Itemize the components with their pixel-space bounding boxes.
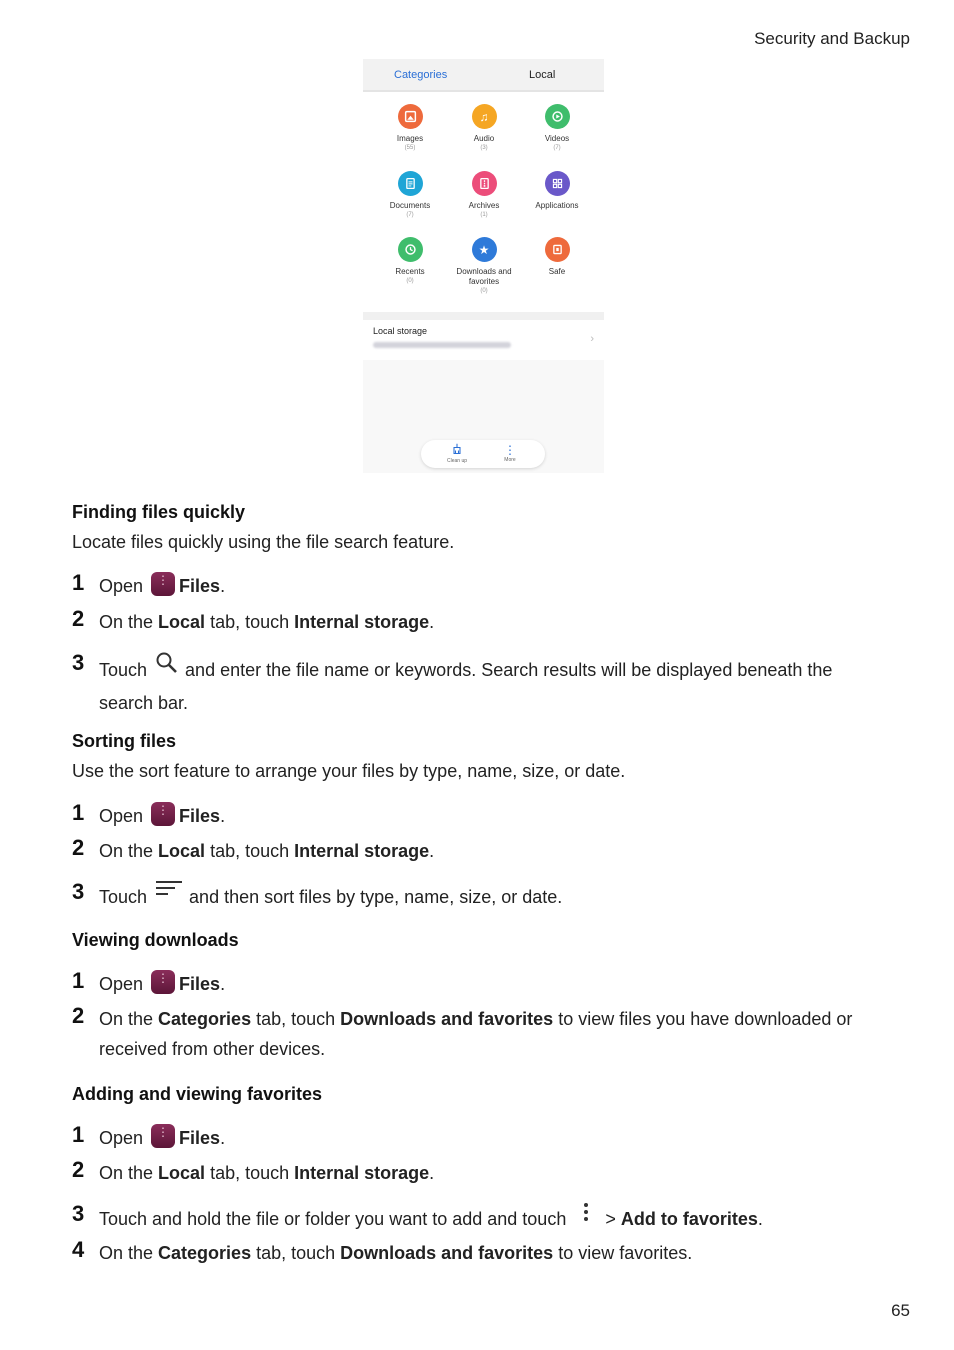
step-text: Open — [99, 806, 144, 826]
bottom-action-bar — [421, 440, 545, 468]
category-count: (7) — [406, 212, 414, 218]
step-number: 4 — [72, 1237, 85, 1262]
step-number: 2 — [72, 1157, 85, 1182]
step-favorites-1 — [72, 1123, 887, 1153]
step-number: 3 — [72, 650, 85, 675]
section-title-favorites: Adding and viewing favorites — [72, 1084, 323, 1104]
archive-icon — [472, 171, 497, 196]
step-number: 2 — [72, 835, 85, 860]
step-number: 1 — [72, 968, 85, 993]
category-count: (0) — [480, 288, 488, 294]
image-icon — [398, 104, 423, 129]
step-number: 2 — [72, 1003, 85, 1028]
step-text: . — [429, 1163, 435, 1183]
step-text: On the — [99, 1243, 159, 1263]
safe-icon — [545, 237, 570, 262]
empty-area — [363, 360, 604, 473]
category-recents[interactable] — [373, 237, 447, 286]
more-vertical-icon: ⋮ — [504, 443, 516, 457]
step-text: > — [600, 1209, 621, 1229]
category-audio[interactable] — [447, 104, 521, 153]
step-text: On the — [99, 1163, 159, 1183]
tab-local[interactable]: Local — [529, 69, 556, 81]
step-finding-2 — [72, 607, 887, 637]
step-sorting-1 — [72, 801, 887, 831]
local-storage-row[interactable] — [363, 320, 604, 360]
category-count: (7) — [553, 145, 561, 151]
step-text: . — [220, 1128, 226, 1148]
sort-icon — [155, 880, 183, 915]
step-text: to view files you have downloaded or received from other devices. — [99, 1009, 853, 1059]
section-divider — [363, 312, 604, 320]
category-safe[interactable] — [520, 237, 594, 277]
video-icon — [545, 104, 570, 129]
star-icon: ★ — [472, 237, 497, 262]
apps-icon — [545, 171, 570, 196]
step-text: tab, touch — [205, 612, 295, 632]
section-title-sorting: Sorting files — [72, 731, 177, 751]
category-count: (3) — [480, 145, 488, 151]
step-text: . — [757, 1209, 763, 1229]
document-icon — [398, 171, 423, 196]
files-app-icon — [151, 572, 175, 596]
step-bold: Internal storage — [294, 841, 430, 861]
category-count: (55) — [404, 145, 416, 151]
step-bold: Categories — [158, 1009, 252, 1029]
section-intro-sorting: Use the sort feature to arrange your files by type, name, size, or date. — [72, 761, 626, 781]
step-bold: Internal storage — [294, 612, 430, 632]
category-count: (0) — [406, 278, 414, 284]
step-number: 2 — [72, 606, 85, 631]
page-number: 65 — [891, 1301, 910, 1320]
step-downloads-2 — [72, 1004, 887, 1064]
section-intro-finding: Locate files quickly using the file search feature. — [72, 532, 455, 552]
files-app-icon — [151, 970, 175, 994]
category-archives[interactable] — [447, 171, 521, 220]
step-number: 1 — [72, 570, 85, 595]
files-app-icon — [151, 1124, 175, 1148]
clock-icon — [398, 237, 423, 262]
step-bold: Local — [158, 841, 206, 861]
step-text: On the — [99, 841, 159, 861]
step-number: 3 — [72, 1201, 85, 1226]
category-name: Safe — [548, 267, 566, 276]
step-text: Open — [99, 576, 144, 596]
music-note-icon: ♫ — [472, 104, 497, 129]
category-applications[interactable] — [520, 171, 594, 211]
step-text: Touch — [99, 887, 148, 907]
category-name: Videos — [544, 134, 570, 143]
step-text: tab, touch — [205, 1163, 295, 1183]
category-name: Images — [396, 134, 424, 143]
clean-up-button[interactable] — [437, 443, 477, 465]
step-text: On the — [99, 612, 159, 632]
step-bold: Files — [179, 1128, 221, 1148]
more-button[interactable] — [490, 443, 530, 464]
local-storage-label: Local storage — [373, 326, 428, 336]
step-bold: Downloads and favorites — [340, 1009, 554, 1029]
category-name: Applications — [535, 201, 579, 210]
categories-grid — [363, 92, 604, 312]
step-sorting-2 — [72, 836, 887, 866]
step-text: tab, touch — [251, 1009, 341, 1029]
step-bold: Categories — [158, 1243, 252, 1263]
step-number: 1 — [72, 1122, 85, 1147]
step-bold: Files — [179, 806, 221, 826]
step-text: tab, touch — [205, 841, 295, 861]
step-bold: Downloads and favorites — [340, 1243, 554, 1263]
broom-icon — [437, 443, 477, 458]
category-name: Recents — [395, 267, 425, 276]
category-videos[interactable] — [520, 104, 594, 153]
step-number: 1 — [72, 800, 85, 825]
step-text: Open — [99, 974, 144, 994]
step-text: On the — [99, 1009, 159, 1029]
category-documents[interactable] — [373, 171, 447, 220]
tab-bar — [363, 59, 604, 92]
step-favorites-3 — [72, 1202, 887, 1237]
step-text: . — [429, 612, 435, 632]
section-title-downloads: Viewing downloads — [72, 930, 239, 950]
more-label: More — [504, 457, 516, 463]
category-images[interactable] — [373, 104, 447, 153]
step-number: 3 — [72, 879, 85, 904]
step-text: Touch — [99, 660, 148, 680]
category-name: Downloads and favorites — [456, 267, 512, 286]
section-title-finding: Finding files quickly — [72, 502, 246, 522]
category-downloads-and-favorites[interactable] — [447, 237, 521, 296]
step-text: Open — [99, 1128, 144, 1148]
phone-screenshot — [363, 59, 604, 473]
step-text: . — [429, 841, 435, 861]
step-text: and then sort files by type, name, size, or date. — [189, 887, 563, 907]
category-name: Archives — [468, 201, 500, 210]
category-count: (1) — [480, 212, 488, 218]
step-bold: Local — [158, 612, 206, 632]
more-vertical-icon — [582, 1202, 590, 1237]
chevron-right-icon: › — [590, 333, 594, 345]
step-text: . — [220, 974, 226, 994]
header-title: Security and Backup — [754, 29, 910, 48]
step-bold: Local — [158, 1163, 206, 1183]
step-bold: Files — [179, 576, 221, 596]
clean-up-label: Clean up — [446, 458, 467, 464]
step-downloads-1 — [72, 969, 887, 999]
step-finding-1 — [72, 571, 887, 601]
step-sorting-3 — [72, 880, 887, 915]
step-bold: Add to favorites — [620, 1209, 758, 1229]
category-name: Documents — [389, 201, 431, 210]
step-finding-3 — [72, 651, 887, 718]
search-icon — [155, 651, 179, 688]
tab-categories[interactable]: Categories — [394, 69, 448, 81]
step-text: to view favorites. — [553, 1243, 693, 1263]
step-favorites-4 — [72, 1238, 887, 1268]
step-text: . — [220, 576, 226, 596]
step-text: Touch and hold the file or folder you want to add and touch — [99, 1209, 567, 1229]
step-text: . — [220, 806, 226, 826]
step-bold: Internal storage — [294, 1163, 430, 1183]
storage-usage-blurred — [373, 342, 511, 348]
category-name: Audio — [473, 134, 495, 143]
files-app-icon — [151, 802, 175, 826]
step-favorites-2 — [72, 1158, 887, 1188]
step-text: tab, touch — [251, 1243, 341, 1263]
step-bold: Files — [179, 974, 221, 994]
step-text: and enter the file name or keywords. Search results will be displayed beneath the search bar. — [99, 660, 833, 713]
